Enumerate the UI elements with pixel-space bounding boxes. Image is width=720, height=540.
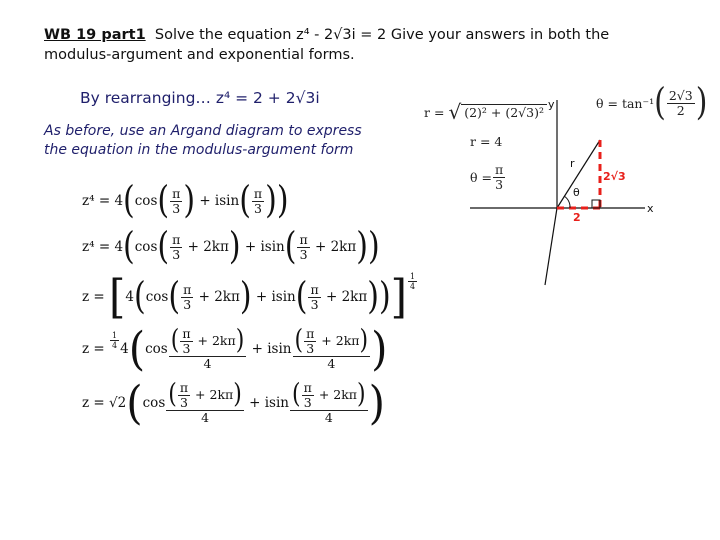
note-line-1: As before, use an Argand diagram to express — [44, 123, 362, 139]
equation-3-exponent: $\frac{1}{4}$ — [410, 271, 416, 291]
instruction-note — [44, 122, 362, 160]
argument-formula-lhs: θ = tan⁻¹ — [596, 95, 655, 111]
extension-line — [545, 208, 557, 285]
argument-formula: θ = tan⁻¹ ( $\frac{2√3}{2}$ ) — [596, 80, 708, 125]
modulus-value: r = 4 — [470, 134, 503, 149]
equation-3: z = [ 4 ( cos ( $\frac{\pi}{3}$ + 2kπ ) + isin ( $\frac{\pi}{3}$ + 2kπ ) ) ] $\frac{1}{4}$ — [82, 269, 416, 324]
question-label: WB 19 part1 — [44, 27, 146, 43]
argand-diagram — [440, 80, 720, 290]
argument-value-num: π — [494, 162, 504, 177]
question-title — [44, 25, 609, 65]
argument-fraction-den: 2 — [676, 102, 685, 118]
equation-5: z = √2 ( cos ( $\frac{\pi}{3}$ + 2kπ ) 4 + isin ( $\frac{\pi}{3}$ + 2kπ ) 4 ) — [82, 375, 385, 429]
angle-arc — [564, 196, 570, 208]
modulus-label: r — [570, 157, 575, 170]
argument-value-lhs: θ = — [470, 170, 492, 185]
theta-label: θ — [573, 186, 580, 199]
x-axis-label: x — [647, 202, 654, 215]
equation-4: z = $\frac{1}{4}$ 4 ( cos ( $\frac{\pi}{3}$ + 2kπ ) 4 + isin ( $\frac{\pi}{3}$ + 2kπ ) 4 ) — [82, 321, 388, 375]
equation-2: z⁴ = 4 ( cos ( $\frac{\pi}{3}$ + 2kπ ) + isin ( $\frac{\pi}{3}$ + 2kπ ) ) — [82, 224, 380, 269]
modulus-lhs: r = — [424, 104, 445, 120]
equation-1: z⁴ = 4 ( cos ( $\frac{\pi}{3}$ ) + isin ( $\frac{\pi}{3}$ ) ) — [82, 178, 289, 223]
argument-value-den: 3 — [495, 177, 504, 192]
modulus-rhs: (2)² + (2√3)² — [461, 104, 547, 120]
argument-fraction-num: 2√3 — [668, 87, 693, 103]
sqrt-sign: √ — [448, 100, 462, 124]
y-axis-label: y — [548, 98, 555, 111]
equation-1-lhs: z⁴ — [82, 193, 95, 209]
note-line-2: the equation in the modulus-argument form — [44, 142, 354, 158]
question-line-1: Solve the equation z⁴ - 2√3i = 2 Give your answers in both the — [154, 27, 610, 43]
imaginary-part-label: 2√3 — [603, 170, 626, 183]
real-part-label: 2 — [573, 211, 581, 224]
rearranging-text: By rearranging… z⁴ = 2 + 2√3i — [80, 89, 320, 107]
question-line-2: modulus-argument and exponential forms. — [44, 47, 355, 63]
